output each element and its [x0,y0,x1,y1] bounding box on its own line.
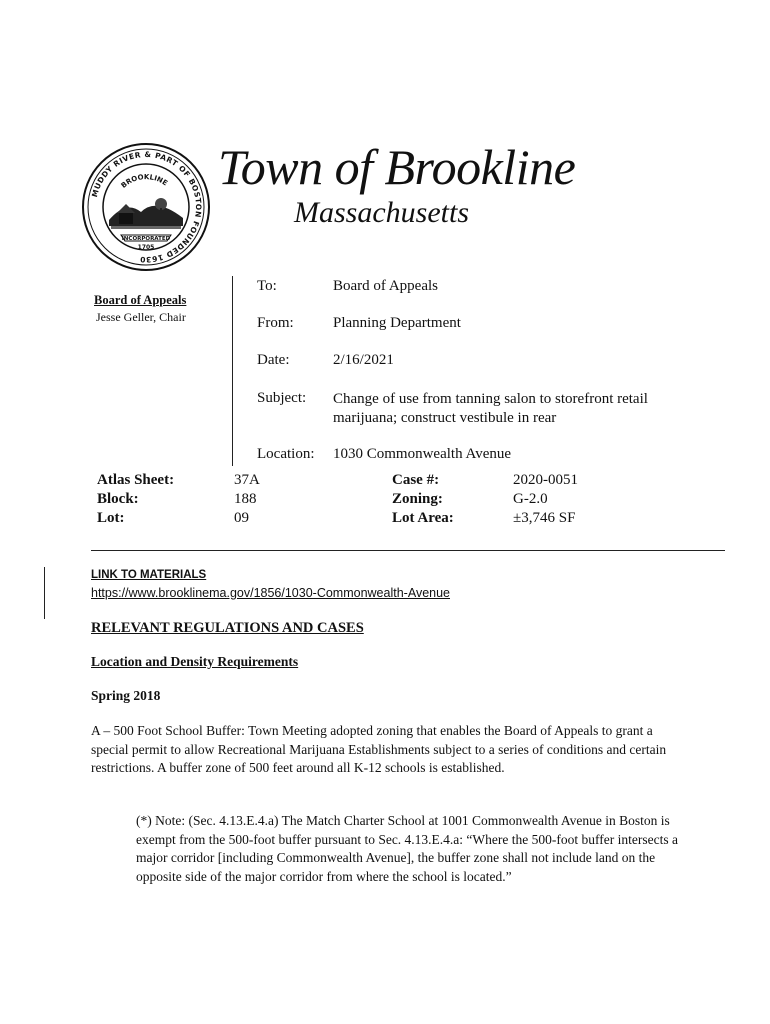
memo-from-label: From: [257,315,294,331]
memo-date-label: Date: [257,352,290,368]
seal-inner-text: BROOKLINE [119,173,169,190]
atlas-sheet-value: 37A [234,472,260,488]
town-title: Town of Brookline [218,139,576,195]
materials-title: LINK TO MATERIALS [91,569,207,581]
memo-subject: Change of use from tanning salon to storefront retail marijuana; construct vestibule in rear [333,391,648,426]
lot-label: Lot: [97,510,125,526]
section-divider [91,550,725,551]
case-label: Case #: [392,472,440,488]
block-label: Block: [97,491,139,507]
board-title: Board of Appeals [94,293,187,307]
zoning-value: G-2.0 [513,491,548,507]
state-subtitle: Massachusetts [294,196,469,229]
board-chair: Jesse Geller, Chair [96,310,186,324]
header-divider [232,276,233,466]
change-bar [44,567,45,619]
memo-to: Board of Appeals [333,278,438,294]
seal-year: 1705 [137,244,155,251]
location-density-heading: Location and Density Requirements [91,654,299,669]
memo-from: Planning Department [333,315,461,331]
case-value: 2020-0051 [513,472,578,488]
memo-location: 1030 Commonwealth Avenue [333,446,512,462]
memo-to-label: To: [257,278,277,294]
atlas-sheet-label: Atlas Sheet: [97,472,175,488]
seal-banner-text: INCORPORATED [121,236,171,242]
buffer-note: (*) Note: (Sec. 4.13.E.4.a) The Match Charter School at 1001 Commonwealth Avenue in Boston is exempt from the 500-foot buffer pursuant to Sec. 4.13.E.4.a: “Where the 500-foot buffer intersects a major corridor [including Commonwealth Avenue], the buffer zone shall not include land on the opposite side of the major corridor from where the school is located.” [136,813,678,884]
lot-area-label: Lot Area: [392,510,454,526]
season-heading: Spring 2018 [91,688,161,703]
block-value: 188 [234,491,257,507]
memo-date: 2/16/2021 [333,352,394,368]
town-seal [81,142,211,272]
buffer-paragraph: A – 500 Foot School Buffer: Town Meeting adopted zoning that enables the Board of Appeals to grant a special permit to allow Recreational Marijuana Establishments subject to a series of conditions and certain restrictions. A buffer zone of 500 feet around all K-12 schools is established. [91,723,667,775]
seal-ring-text: MUDDY RIVER & PART OF BOSTON FOUNDED 1630 [89,149,204,265]
lot-area-value: ±3,746 SF [513,510,576,526]
materials-link[interactable]: https://www.brooklinema.gov/1856/1030-Commonwealth-Avenue [91,586,450,600]
memo-subject-label: Subject: [257,390,307,406]
memo-location-label: Location: [257,446,315,462]
zoning-label: Zoning: [392,491,443,507]
lot-value: 09 [234,510,249,526]
regulations-heading: RELEVANT REGULATIONS AND CASES [91,620,364,636]
svg-text:BROOKLINE [120,173,169,190]
